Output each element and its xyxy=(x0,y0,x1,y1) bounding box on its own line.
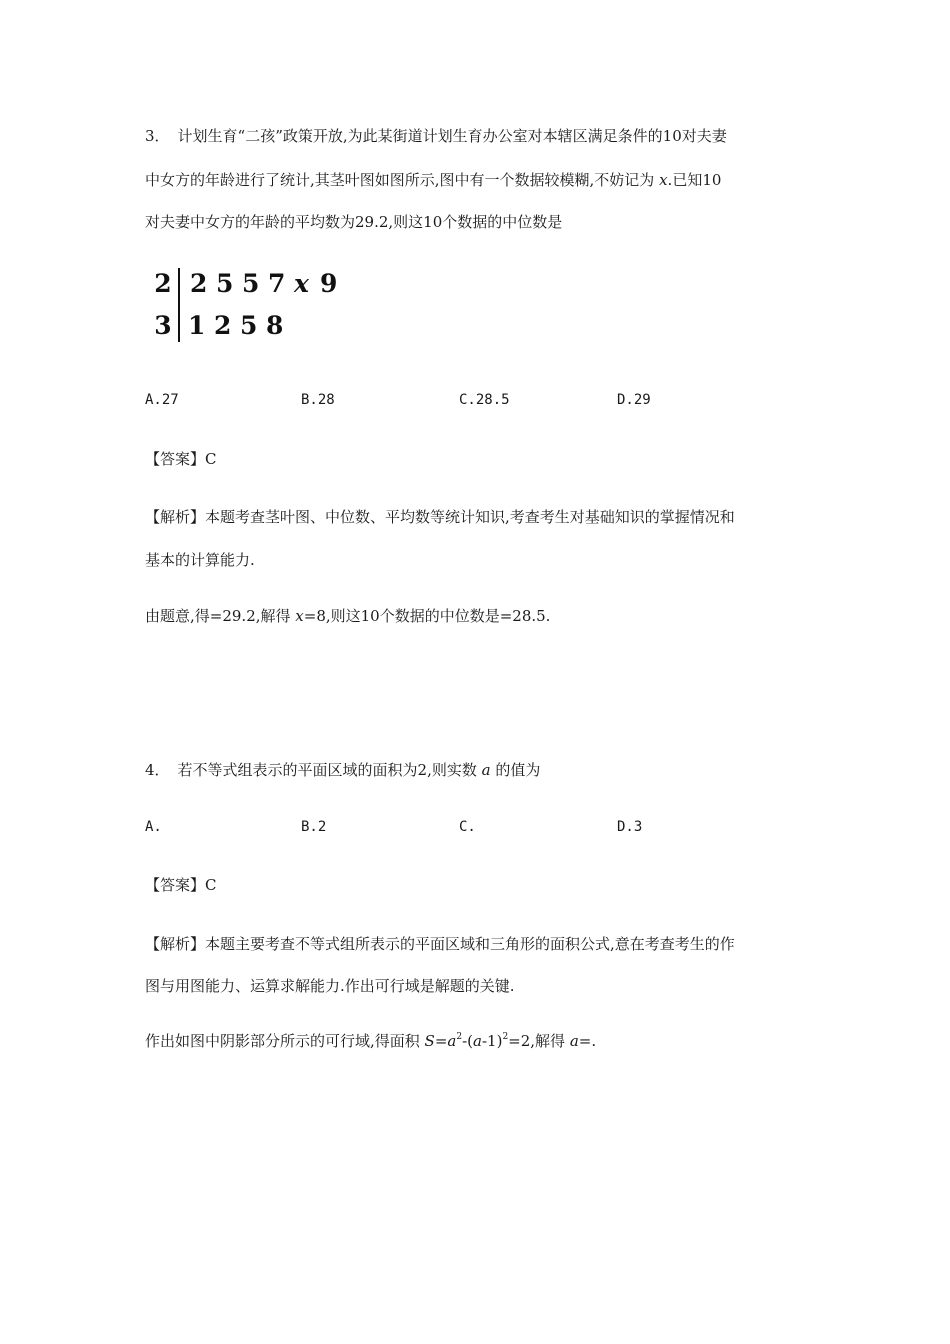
q4-choice-d: D.3 xyxy=(617,819,643,835)
q4-solution-sup2: 2 xyxy=(502,1032,509,1042)
q3-text-1: 计划生育“二孩”政策开放,为此某街道计划生育办公室对本辖区满足条件的10对夫妻 xyxy=(177,127,727,145)
q3-text-3: 对夫妻中女方的年龄的平均数为29.2,则这10个数据的中位数是 xyxy=(145,213,563,231)
q4-answer: 【答案】C xyxy=(145,876,217,894)
q3-line-2 xyxy=(145,170,721,190)
q4-variable-a: a xyxy=(481,761,491,779)
q3-text-2a: 中女方的年龄进行了统计,其茎叶图如图所示,图中有一个数据较模糊,不妨记为 xyxy=(145,171,660,189)
q3-choice-b: B.28 xyxy=(301,392,335,408)
q3-solution-text-a: 由题意,得=29.2,解得 xyxy=(145,607,296,625)
stem-value: 2 xyxy=(154,269,172,298)
leaf-value: 8 xyxy=(266,311,284,340)
q4-text-1b: 的值为 xyxy=(490,761,541,779)
q4-solution-a2: a xyxy=(473,1032,482,1050)
leaf-list xyxy=(188,308,292,344)
q3-choice-c: C.28.5 xyxy=(459,392,510,408)
q4-solution-eq: = xyxy=(434,1032,448,1050)
q3-choice-d: D.29 xyxy=(617,392,651,408)
stem-value: 3 xyxy=(154,311,172,340)
leaf-value: 2 xyxy=(190,269,208,298)
q4-solution-mid2: -1) xyxy=(481,1032,503,1050)
leaf-value: 5 xyxy=(242,269,260,298)
q3-text-2b: .已知10 xyxy=(667,171,722,189)
leaf-value: 5 xyxy=(216,269,234,298)
q4-solution-tail: =. xyxy=(578,1032,597,1050)
q3-analysis-line-1 xyxy=(145,507,735,527)
q4-solution-s: S xyxy=(424,1032,435,1050)
q4-analysis-text-2: 图与用图能力、运算求解能力.作出可行域是解题的关键. xyxy=(145,977,515,995)
q4-choice-c: C. xyxy=(459,819,476,835)
leaf-value-unknown: x xyxy=(294,269,309,298)
leaf-value: 1 xyxy=(188,311,206,340)
q4-solution xyxy=(145,1031,596,1051)
stem-leaf-plot xyxy=(150,266,390,346)
q4-solution-sup1: 2 xyxy=(456,1032,463,1042)
q3-analysis-line-2 xyxy=(145,550,255,570)
q4-choice-b: B.2 xyxy=(301,819,327,835)
leaf-value: 9 xyxy=(320,269,338,298)
q4-solution-mid: -( xyxy=(462,1032,474,1050)
q3-variable-x: x xyxy=(659,171,668,189)
q3-solution xyxy=(145,606,550,626)
leaf-value: 2 xyxy=(214,311,232,340)
q3-solution-text-b: =8,则这10个数据的中位数是=28.5. xyxy=(303,607,551,625)
q3-line-1 xyxy=(145,126,727,146)
q4-analysis-line-1 xyxy=(145,934,735,954)
q3-line-3 xyxy=(145,212,562,232)
q3-solution-variable: x xyxy=(295,607,304,625)
q4-solution-a3: a xyxy=(569,1032,579,1050)
q4-choice-a: A. xyxy=(145,819,162,835)
leaf-value: 5 xyxy=(240,311,258,340)
q4-solution-end: =2,解得 xyxy=(508,1032,570,1050)
question-number: 3． xyxy=(145,127,170,145)
leaf-value: 7 xyxy=(268,269,286,298)
q3-choice-a: A.27 xyxy=(145,392,179,408)
q3-analysis-text-1: 【解析】本题考查茎叶图、中位数、平均数等统计知识,考查考生对基础知识的掌握情况和 xyxy=(145,508,735,526)
q4-text-1a: 若不等式组表示的平面区域的面积为2,则实数 xyxy=(177,761,482,779)
q3-analysis-text-2: 基本的计算能力. xyxy=(145,551,255,569)
q4-line-1 xyxy=(145,760,540,780)
q4-analysis-text-1: 【解析】本题主要考查不等式组所表示的平面区域和三角形的面积公式,意在考查考生的作 xyxy=(145,935,735,953)
q4-analysis-line-2 xyxy=(145,976,515,996)
q3-answer: 【答案】C xyxy=(145,450,217,468)
q4-solution-text-a: 作出如图中阴影部分所示的可行域,得面积 xyxy=(145,1032,425,1050)
q4-solution-a1: a xyxy=(447,1032,457,1050)
question-number: 4． xyxy=(145,761,170,779)
leaf-list xyxy=(190,266,346,302)
stem-leaf-divider xyxy=(178,268,180,342)
